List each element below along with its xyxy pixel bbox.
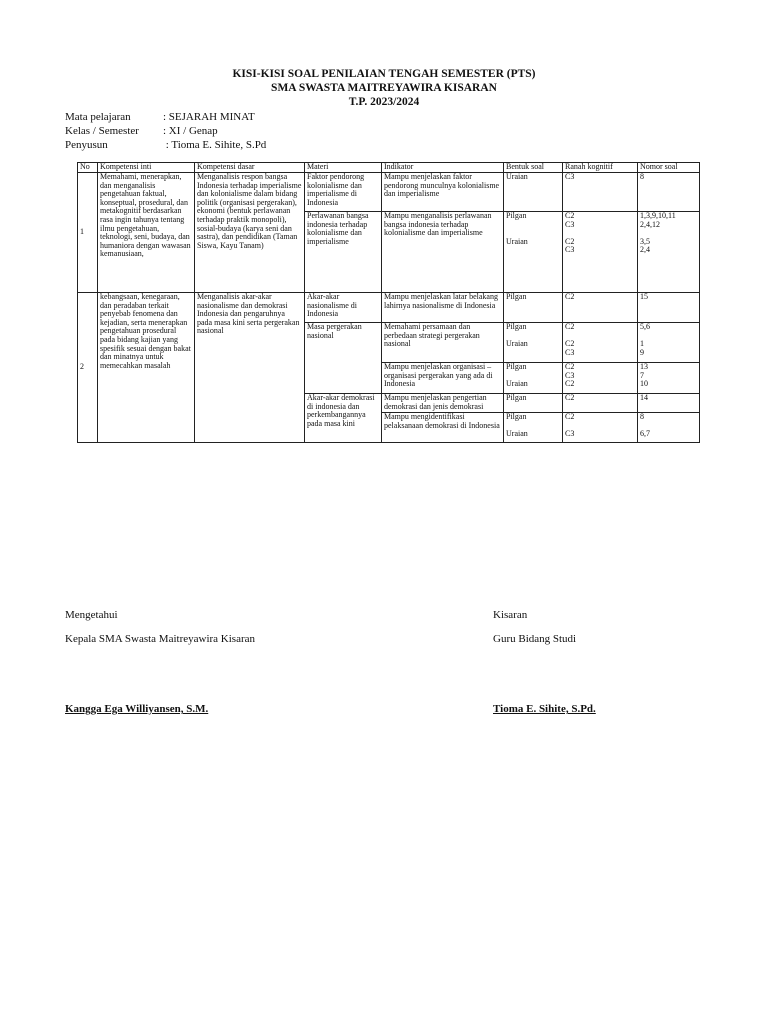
bentuk-soal-cell: Pilgan <box>504 293 563 323</box>
bentuk-soal-cell: Pilgan <box>504 394 563 413</box>
header-materi: Materi <box>305 163 382 173</box>
header-nomor-soal: Nomor soal <box>638 163 700 173</box>
meta-kelas <box>65 124 218 138</box>
header-no: No <box>78 163 98 173</box>
row-number: 2 <box>78 293 98 443</box>
ranah-cell: C2 C3 <box>563 413 638 443</box>
materi-cell: Akar-akar demokrasi di indonesia dan perkembangannya pada masa kini <box>305 394 382 443</box>
guru-title: Guru Bidang Studi <box>493 633 577 645</box>
meta-penyusun-label: Penyusun <box>65 139 108 151</box>
ranah-cell: C3 <box>563 173 638 212</box>
materi-cell: Masa pergerakan nasional <box>305 323 382 394</box>
ranah-cell: C2 C3 C2 C3 <box>563 212 638 293</box>
bentuk-soal-cell: Pilgan Uraian <box>504 212 563 293</box>
indikator-cell: Mampu menjelaskan pengertian demokrasi dan jenis demokrasi <box>382 394 504 413</box>
nomor-soal-cell: 13 7 10 <box>638 363 700 394</box>
ranah-cell: C2 C2 C3 <box>563 323 638 363</box>
school-year: T.P. 2023/2024 <box>348 96 420 108</box>
nomor-soal-cell: 8 <box>638 173 700 212</box>
nomor-soal-cell: 14 <box>638 394 700 413</box>
kompetensi-inti-cell: kebangsaan, kenegaraan, dan peradaban terkait penyebab fenomena dan kejadian, serta menerapkan pengetahuan prosedural pada bidang kajian yang spesifik sesuai dengan bakat dan minatnya untuk memecahkan masalah <box>98 293 195 443</box>
bentuk-soal-cell: Pilgan Uraian <box>504 363 563 394</box>
indikator-cell: Mampu menganalisis perlawanan bangsa indonesia terhadap kolonialisme dan imperialisme <box>382 212 504 293</box>
bentuk-soal-cell: Pilgan Uraian <box>504 413 563 443</box>
bentuk-soal-cell: Uraian <box>504 173 563 212</box>
nomor-soal-cell: 15 <box>638 293 700 323</box>
indikator-cell: Mampu menjelaskan organisasi –organisasi pergerakan yang ada di Indonesia <box>382 363 504 394</box>
ranah-cell: C2 <box>563 293 638 323</box>
nomor-soal-cell: 5,6 1 9 <box>638 323 700 363</box>
materi-cell: Akar-akar nasionalisme di Indonesia <box>305 293 382 323</box>
ranah-cell: C2 C3 C2 <box>563 363 638 394</box>
meta-mapel <box>65 110 255 124</box>
kepala-sekolah-title: Kepala SMA Swasta Maitreyawira Kisaran <box>65 633 256 645</box>
table-row <box>78 293 700 323</box>
meta-kelas-label: Kelas / Semester <box>65 125 139 137</box>
doc-title: KISI-KISI SOAL PENILAIAN TENGAH SEMESTER (PTS) <box>232 68 536 80</box>
table-header-row <box>78 163 700 173</box>
meta-penyusun-value: : Tioma E. Sihite, S.Pd <box>163 139 267 151</box>
place-label: Kisaran <box>493 609 528 621</box>
header-indikator: Indikator <box>382 163 504 173</box>
table-row <box>78 173 700 212</box>
header-bentuk-soal: Bentuk soal <box>504 163 563 173</box>
meta-mapel-value: : SEJARAH MINAT <box>163 111 255 123</box>
ranah-cell: C2 <box>563 394 638 413</box>
guru-name: Tioma E. Sihite, S.Pd. <box>493 703 596 715</box>
header-kompetensi-inti: Kompetensi inti <box>98 163 195 173</box>
kompetensi-dasar-cell: Menganalisis akar-akar nasionalisme dan demokrasi Indonesia dan pengaruhnya pada masa kini serta pergerakan nasional <box>195 293 305 443</box>
nomor-soal-cell: 1,3,9,10,11 2,4,12 3,5 2,4 <box>638 212 700 293</box>
meta-penyusun <box>65 138 266 152</box>
school-name: SMA SWASTA MAITREYAWIRA KISARAN <box>271 82 497 94</box>
indikator-cell: Memahami persamaan dan perbedaan strategi pergerakan nasional <box>382 323 504 363</box>
meta-kelas-value: : XI / Genap <box>163 125 218 137</box>
row-number: 1 <box>78 173 98 293</box>
indikator-cell: Mampu mengidentifikasi pelaksanaan demokrasi di Indonesia <box>382 413 504 443</box>
materi-cell: Faktor pendorong kolonialisme dan imperialisme di Indonesia <box>305 173 382 212</box>
mengetahui-label: Mengetahui <box>65 609 118 621</box>
header-kompetensi-dasar: Kompetensi dasar <box>195 163 305 173</box>
kisi-table <box>77 162 700 443</box>
kepala-sekolah-name: Kangga Ega Williyansen, S.M. <box>65 703 209 715</box>
bentuk-soal-cell: Pilgan Uraian <box>504 323 563 363</box>
kompetensi-inti-cell: Memahami, menerapkan, dan menganalisis pengetahuan faktual, konseptual, prosedural, dan metakognitif berdasarkan rasa ingin tahunya tentang ilmu pengetahuan, teknologi, seni, budaya, dan humaniora dengan wawasan kemanusiaan, <box>98 173 195 293</box>
indikator-cell: Mampu menjelaskan latar belakang lahirnya nasionalisme di Indonesia <box>382 293 504 323</box>
meta-mapel-label: Mata pelajaran <box>65 111 131 123</box>
indikator-cell: Mampu menjelaskan faktor pendorong munculnya kolonialisme dan imperialisme <box>382 173 504 212</box>
kompetensi-dasar-cell: Menganalisis respon bangsa Indonesia terhadap imperialisme dan kolonialisme dalam bidang politik (organisasi pergerakan), ekonomi (bentuk perlawanan terhadap praktik monopoli), sosial-budaya (karya seni dan sastra), dan pendidikan (Taman Siswa, Kayu Tanam) <box>195 173 305 293</box>
header-ranah-kognitif: Ranah kognitif <box>563 163 638 173</box>
nomor-soal-cell: 8 6,7 <box>638 413 700 443</box>
materi-cell: Perlawanan bangsa indonesia terhadap kolonialisme dan imperialisme <box>305 212 382 293</box>
